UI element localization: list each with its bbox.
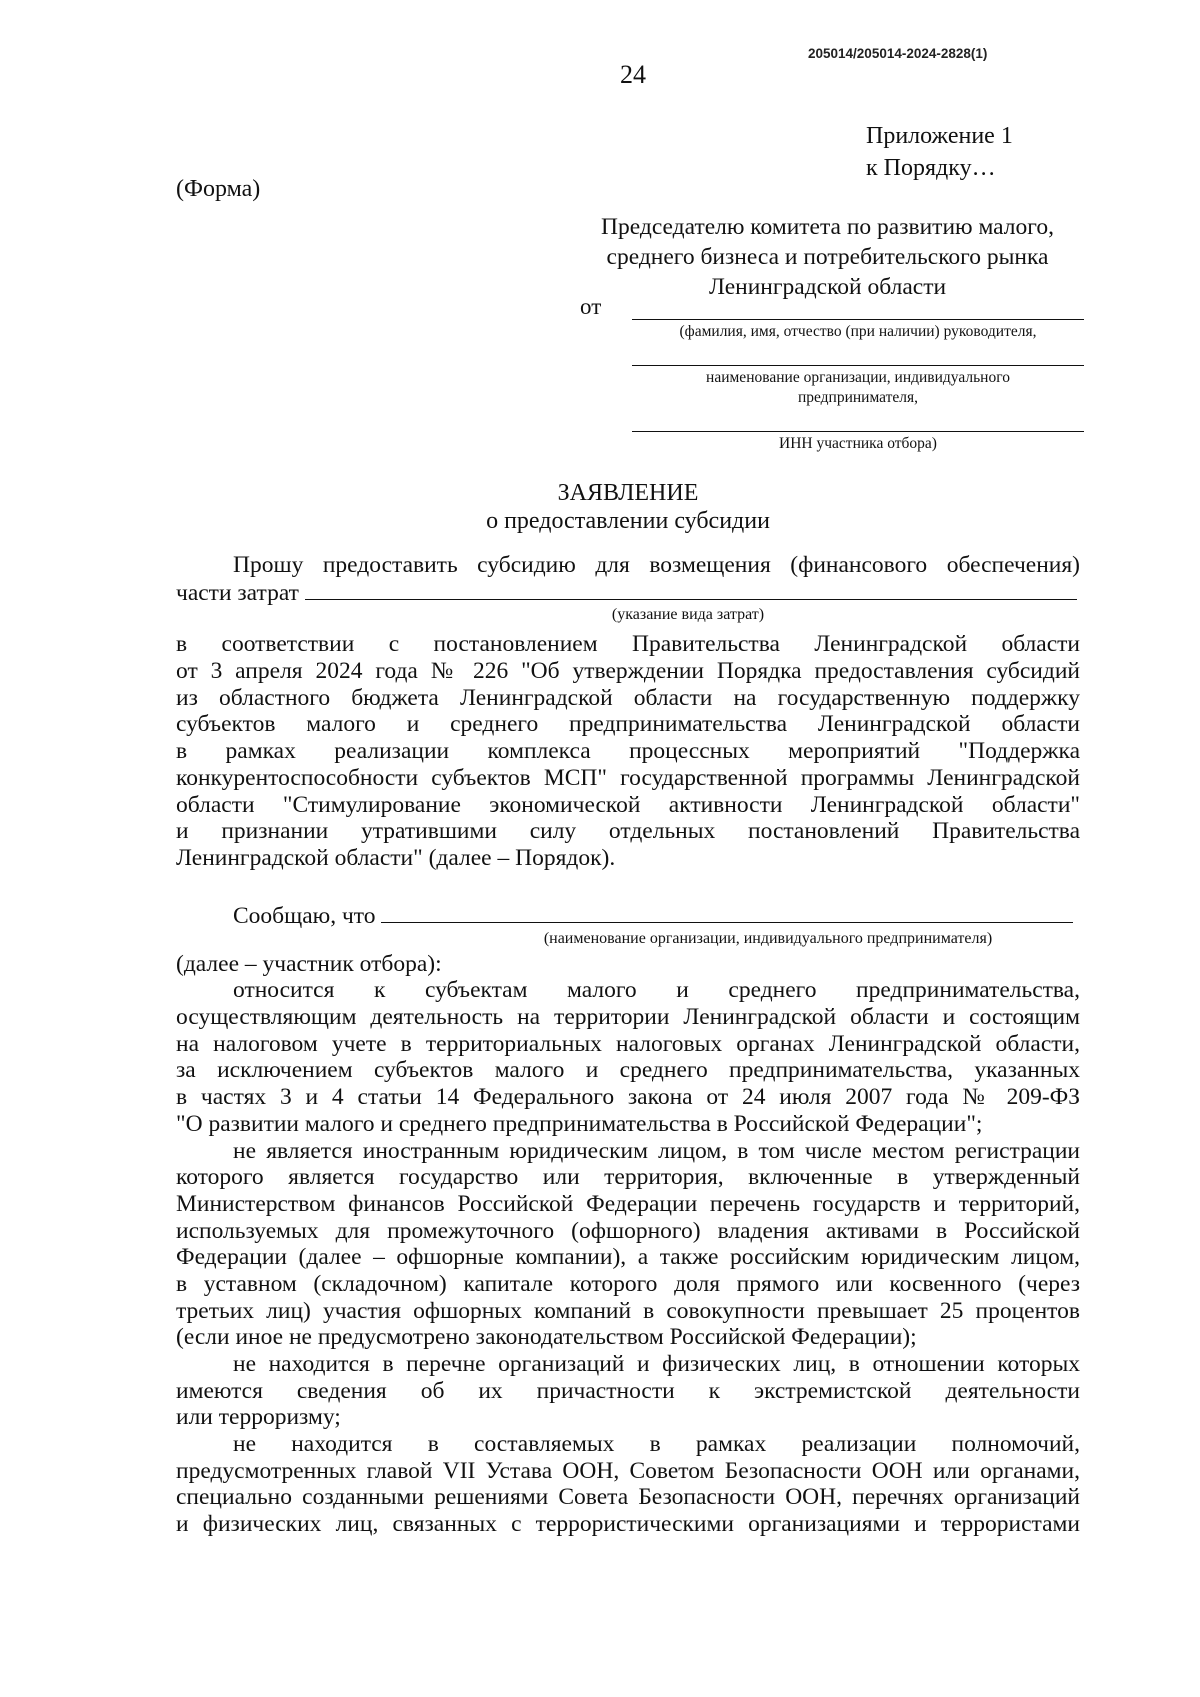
costs-type-caption: (указание вида затрат) bbox=[611, 606, 765, 624]
criterion-4-line-2: предусмотренных главой VII Устава ООН, Советом Безопасности ООН или органами, bbox=[176, 1457, 1080, 1484]
request-body-line-2: от 3 апреля 2024 года № 226 "Об утверждении Порядка предоставления субсидий bbox=[176, 658, 1080, 685]
criterion-4-line-4: и физических лиц, связанных с террористическими организациями и террористами bbox=[176, 1511, 1080, 1538]
document-subtitle: о предоставлении субсидии bbox=[486, 508, 770, 534]
applicant-name-caption: (фамилия, имя, отчество (при наличии) руководителя, bbox=[679, 323, 1037, 340]
addressee-block bbox=[575, 212, 1080, 302]
inn-line bbox=[632, 431, 1084, 432]
request-body-line-8: и признании утратившими силу отдельных постановлений Правительства bbox=[176, 818, 1080, 845]
request-paragraph bbox=[176, 552, 1080, 872]
criterion-4-line-3: специально созданными решениями Совета Безопасности ООН, перечнях организаций bbox=[176, 1484, 1080, 1511]
request-line-1: Прошу предоставить субсидию для возмещения (финансового обеспечения) bbox=[233, 552, 1080, 578]
applicant-name-line bbox=[632, 319, 1084, 320]
addressee-line-2: среднего бизнеса и потребительского рынка bbox=[606, 244, 1049, 270]
document-number: 205014/205014-2024-2828(1) bbox=[808, 46, 988, 61]
report-section bbox=[176, 902, 1080, 1538]
page-number: 24 bbox=[620, 60, 646, 89]
from-label: от bbox=[580, 294, 602, 319]
appendix-line-1: Приложение 1 bbox=[866, 123, 1013, 149]
criterion-2-line-3: Министерством финансов Российской Федерации перечень государств и территорий, bbox=[176, 1190, 1080, 1217]
criterion-3-line-1: не находится в перечне организаций и физических лиц, в отношении которых bbox=[233, 1351, 1080, 1377]
participant-definition: (далее – участник отбора): bbox=[176, 950, 442, 977]
criterion-1-line-6: "О развитии малого и среднего предпринимательства в Российской Федерации"; bbox=[176, 1110, 983, 1137]
criterion-1-line-2: осуществляющим деятельность на территории Ленинградской области и состоящим bbox=[176, 1004, 1080, 1031]
criterion-1-line-3: на налоговом учете в территориальных налоговых органах Ленинградской области, bbox=[176, 1030, 1080, 1057]
criterion-3-line-2: имеются сведения об их причастности к экстремистской деятельности bbox=[176, 1377, 1080, 1404]
criterion-2-line-4: используемых для промежуточного (офшорного) владения активами в Российской bbox=[176, 1217, 1080, 1244]
request-body-line-3: из областного бюджета Ленинградской области на государственную поддержку bbox=[176, 684, 1080, 711]
criterion-2-line-2: которого является государство или территория, включенные в утвержденный bbox=[176, 1164, 1080, 1191]
organization-caption-2: предпринимателя, bbox=[797, 389, 919, 406]
organization-caption-1: наименование организации, индивидуального bbox=[706, 369, 1010, 386]
appendix-line-2: к Порядку… bbox=[866, 155, 996, 181]
participant-name-caption: (наименование организации, индивидуального предпринимателя) bbox=[543, 929, 993, 947]
addressee-line-1: Председателю комитета по развитию малого, bbox=[601, 214, 1054, 240]
criterion-1-line-1: относится к субъектам малого и среднего предпринимательства, bbox=[233, 977, 1080, 1004]
request-body-line-5: в рамках реализации комплекса процессных мероприятий "Поддержка bbox=[176, 738, 1080, 765]
organization-line bbox=[632, 365, 1084, 366]
criterion-4-line-1: не находится в составляемых в рамках реализации полномочий, bbox=[233, 1431, 1080, 1458]
request-costs-label: части затрат bbox=[176, 579, 299, 606]
inn-caption: ИНН участника отбора) bbox=[779, 435, 937, 452]
request-line-2 bbox=[176, 579, 1080, 606]
appendix-label bbox=[866, 120, 1013, 184]
criterion-2-line-1: не является иностранным юридическим лицом, в том числе местом регистрации bbox=[233, 1137, 1080, 1164]
costs-type-field bbox=[305, 579, 1077, 600]
request-body-line-1: в соответствии с постановлением Правительства Ленинградской области bbox=[176, 631, 1080, 658]
request-body-line-7: области "Стимулирование экономической активности Ленинградской области" bbox=[176, 791, 1080, 818]
criterion-1-line-4: за исключением субъектов малого и среднего предпринимательства, указанных bbox=[176, 1057, 1080, 1084]
request-body-line-6: конкурентоспособности субъектов МСП" государственной программы Ленинградской bbox=[176, 764, 1080, 791]
criterion-2-line-6: в уставном (складочном) капитале которого доля прямого или косвенного (через bbox=[176, 1270, 1080, 1297]
participant-name-field bbox=[381, 902, 1073, 923]
request-body-line-9: Ленинградской области" (далее – Порядок). bbox=[176, 844, 616, 871]
criterion-2-line-7: третьих лиц) участия офшорных компаний в совокупности превышает 25 процентов bbox=[176, 1297, 1080, 1324]
criterion-1-line-5: в частях 3 и 4 статьи 14 Федерального закона от 24 июля 2007 года № 209-ФЗ bbox=[176, 1084, 1080, 1111]
criterion-2-line-5: Федерации (далее – офшорные компании), а также российским юридическим лицом, bbox=[176, 1244, 1080, 1271]
report-intro-line bbox=[176, 902, 1080, 929]
document-title: ЗАЯВЛЕНИЕ bbox=[557, 480, 699, 506]
criterion-2-line-8: (если иное не предусмотрено законодательством Российской Федерации); bbox=[176, 1324, 917, 1351]
criterion-3-line-3: или терроризму; bbox=[176, 1404, 341, 1431]
addressee-line-3: Ленинградской области bbox=[708, 274, 947, 300]
request-body-line-4: субъектов малого и среднего предпринимательства Ленинградской области bbox=[176, 711, 1080, 738]
report-intro-label: Сообщаю, что bbox=[233, 903, 376, 929]
form-label: (Форма) bbox=[176, 176, 261, 202]
